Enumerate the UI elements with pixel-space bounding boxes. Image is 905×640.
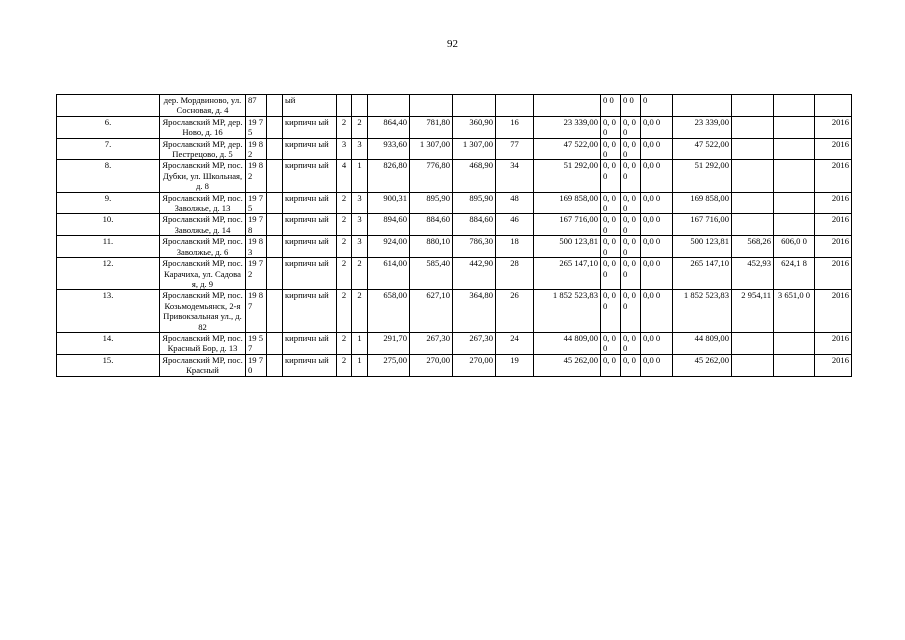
- fund-cost-cell: 23 339,00: [673, 116, 732, 138]
- fund-cost-cell: 265 147,10: [673, 258, 732, 290]
- zero-cell-1: 0, 0 0: [601, 192, 621, 214]
- residential-area-cell: [410, 95, 453, 117]
- unit-cost-cell: 568,26: [732, 236, 774, 258]
- private-area-cell: 786,30: [453, 236, 496, 258]
- max-cost-cell: [774, 95, 815, 117]
- fund-cost-cell: 47 522,00: [673, 138, 732, 160]
- table-row: [57, 290, 852, 333]
- max-cost-cell: 624,1 8: [774, 258, 815, 290]
- total-area-cell: 614,00: [368, 258, 410, 290]
- residential-area-cell: 1 307,00: [410, 138, 453, 160]
- address-cell: дер. Мордвиново, ул. Сосновая, д. 4: [160, 95, 246, 117]
- floors-cell: 2: [337, 258, 352, 290]
- year-built-cell: 19 87: [246, 290, 267, 333]
- year-built-cell: 19 70: [246, 354, 267, 376]
- wall-material-cell: кирпичн ый: [283, 192, 337, 214]
- private-area-cell: 895,90: [453, 192, 496, 214]
- fund-cost-cell: [673, 95, 732, 117]
- table-row: [57, 95, 852, 117]
- wall-material-cell: кирпичн ый: [283, 258, 337, 290]
- zero-cell-3: 0,0 0: [641, 214, 673, 236]
- wall-material-cell: кирпичн ый: [283, 116, 337, 138]
- plan-year-cell: 2016: [815, 192, 852, 214]
- zero-cell-2: 0 0: [621, 95, 641, 117]
- plan-year-cell: 2016: [815, 214, 852, 236]
- row-number: 7.: [57, 138, 160, 160]
- table-body: [57, 95, 852, 377]
- floors-cell: 3: [337, 138, 352, 160]
- residential-area-cell: 781,80: [410, 116, 453, 138]
- total-cost-cell: 45 262,00: [534, 354, 601, 376]
- page-number: 92: [447, 38, 458, 50]
- residents-cell: 19: [496, 354, 534, 376]
- blank-cell: [267, 354, 283, 376]
- wall-material-cell: ый: [283, 95, 337, 117]
- year-built-cell: 19 72: [246, 258, 267, 290]
- private-area-cell: 360,90: [453, 116, 496, 138]
- blank-cell: [267, 116, 283, 138]
- private-area-cell: 442,90: [453, 258, 496, 290]
- residents-cell: [496, 95, 534, 117]
- max-cost-cell: [774, 354, 815, 376]
- plan-year-cell: 2016: [815, 138, 852, 160]
- fund-cost-cell: 1 852 523,83: [673, 290, 732, 333]
- residents-cell: 48: [496, 192, 534, 214]
- blank-cell: [267, 160, 283, 192]
- private-area-cell: [453, 95, 496, 117]
- plan-year-cell: [815, 95, 852, 117]
- address-cell: Ярославский МР, пос. Карачиха, ул. Садовая, д. 9: [160, 258, 246, 290]
- zero-cell-2: 0, 0 0: [621, 160, 641, 192]
- fund-cost-cell: 51 292,00: [673, 160, 732, 192]
- private-area-cell: 270,00: [453, 354, 496, 376]
- zero-cell-1: 0, 0 0: [601, 160, 621, 192]
- blank-cell: [267, 290, 283, 333]
- table-row: [57, 116, 852, 138]
- floors-cell: 2: [337, 332, 352, 354]
- plan-year-cell: 2016: [815, 290, 852, 333]
- year-built-cell: 19 78: [246, 214, 267, 236]
- zero-cell-3: 0,0 0: [641, 236, 673, 258]
- max-cost-cell: 3 651,0 0: [774, 290, 815, 333]
- max-cost-cell: [774, 116, 815, 138]
- residents-cell: 34: [496, 160, 534, 192]
- table-row: [57, 236, 852, 258]
- zero-cell-2: 0, 0 0: [621, 332, 641, 354]
- unit-cost-cell: [732, 332, 774, 354]
- unit-cost-cell: [732, 160, 774, 192]
- entrances-cell: 3: [352, 192, 368, 214]
- blank-cell: [267, 332, 283, 354]
- address-cell: Ярославский МР, дер. Ново, д. 16: [160, 116, 246, 138]
- residential-area-cell: 880,10: [410, 236, 453, 258]
- total-cost-cell: 47 522,00: [534, 138, 601, 160]
- total-area-cell: 933,60: [368, 138, 410, 160]
- max-cost-cell: [774, 214, 815, 236]
- max-cost-cell: [774, 332, 815, 354]
- entrances-cell: 3: [352, 214, 368, 236]
- row-number: 15.: [57, 354, 160, 376]
- year-built-cell: 19 57: [246, 332, 267, 354]
- total-area-cell: 864,40: [368, 116, 410, 138]
- entrances-cell: 2: [352, 116, 368, 138]
- year-built-cell: 87: [246, 95, 267, 117]
- unit-cost-cell: [732, 138, 774, 160]
- zero-cell-2: 0, 0 0: [621, 258, 641, 290]
- fund-cost-cell: 167 716,00: [673, 214, 732, 236]
- residents-cell: 46: [496, 214, 534, 236]
- year-built-cell: 19 82: [246, 160, 267, 192]
- floors-cell: 2: [337, 236, 352, 258]
- unit-cost-cell: [732, 192, 774, 214]
- blank-cell: [267, 95, 283, 117]
- plan-year-cell: 2016: [815, 332, 852, 354]
- table-row: [57, 138, 852, 160]
- entrances-cell: [352, 95, 368, 117]
- zero-cell-1: 0, 0 0: [601, 290, 621, 333]
- residents-cell: 16: [496, 116, 534, 138]
- unit-cost-cell: [732, 354, 774, 376]
- row-number: 12.: [57, 258, 160, 290]
- residents-cell: 26: [496, 290, 534, 333]
- residents-cell: 18: [496, 236, 534, 258]
- residential-area-cell: 776,80: [410, 160, 453, 192]
- table-row: [57, 258, 852, 290]
- row-number: 8.: [57, 160, 160, 192]
- residents-cell: 77: [496, 138, 534, 160]
- zero-cell-1: 0, 0 0: [601, 332, 621, 354]
- max-cost-cell: 606,0 0: [774, 236, 815, 258]
- row-number: 9.: [57, 192, 160, 214]
- zero-cell-1: 0, 0 0: [601, 236, 621, 258]
- residential-area-cell: 270,00: [410, 354, 453, 376]
- residential-area-cell: 585,40: [410, 258, 453, 290]
- blank-cell: [267, 192, 283, 214]
- row-number: 14.: [57, 332, 160, 354]
- zero-cell-1: 0, 0 0: [601, 214, 621, 236]
- floors-cell: 2: [337, 214, 352, 236]
- row-number: 10.: [57, 214, 160, 236]
- wall-material-cell: кирпичн ый: [283, 290, 337, 333]
- total-area-cell: 275,00: [368, 354, 410, 376]
- wall-material-cell: кирпичн ый: [283, 236, 337, 258]
- plan-year-cell: 2016: [815, 116, 852, 138]
- zero-cell-3: 0: [641, 95, 673, 117]
- floors-cell: 4: [337, 160, 352, 192]
- zero-cell-3: 0,0 0: [641, 116, 673, 138]
- total-area-cell: 291,70: [368, 332, 410, 354]
- address-cell: Ярославский МР, пос. Заволжье, д. 6: [160, 236, 246, 258]
- row-number: [57, 95, 160, 117]
- zero-cell-3: 0,0 0: [641, 332, 673, 354]
- table-row: [57, 214, 852, 236]
- entrances-cell: 1: [352, 332, 368, 354]
- table-row: [57, 192, 852, 214]
- zero-cell-2: 0, 0 0: [621, 290, 641, 333]
- total-area-cell: 924,00: [368, 236, 410, 258]
- entrances-cell: 2: [352, 258, 368, 290]
- total-cost-cell: 1 852 523,83: [534, 290, 601, 333]
- table-row: [57, 354, 852, 376]
- row-number: 13.: [57, 290, 160, 333]
- private-area-cell: 267,30: [453, 332, 496, 354]
- total-area-cell: 900,31: [368, 192, 410, 214]
- plan-year-cell: 2016: [815, 160, 852, 192]
- max-cost-cell: [774, 192, 815, 214]
- total-cost-cell: 51 292,00: [534, 160, 601, 192]
- total-cost-cell: 23 339,00: [534, 116, 601, 138]
- zero-cell-2: 0, 0 0: [621, 192, 641, 214]
- zero-cell-3: 0,0 0: [641, 354, 673, 376]
- address-cell: Ярославский МР, пос. Козьмодемьянск, 2-я Привокзальная ул., д. 82: [160, 290, 246, 333]
- plan-year-cell: 2016: [815, 236, 852, 258]
- unit-cost-cell: 452,93: [732, 258, 774, 290]
- total-cost-cell: 500 123,81: [534, 236, 601, 258]
- zero-cell-3: 0,0 0: [641, 160, 673, 192]
- entrances-cell: 1: [352, 354, 368, 376]
- year-built-cell: 19 83: [246, 236, 267, 258]
- entrances-cell: 2: [352, 290, 368, 333]
- total-area-cell: 826,80: [368, 160, 410, 192]
- total-area-cell: 658,00: [368, 290, 410, 333]
- year-built-cell: 19 75: [246, 116, 267, 138]
- private-area-cell: 1 307,00: [453, 138, 496, 160]
- blank-cell: [267, 258, 283, 290]
- entrances-cell: 1: [352, 160, 368, 192]
- zero-cell-3: 0,0 0: [641, 290, 673, 333]
- zero-cell-2: 0, 0: [621, 354, 641, 376]
- residential-area-cell: 627,10: [410, 290, 453, 333]
- zero-cell-2: 0, 0 0: [621, 236, 641, 258]
- wall-material-cell: кирпичн ый: [283, 160, 337, 192]
- max-cost-cell: [774, 138, 815, 160]
- total-cost-cell: 265 147,10: [534, 258, 601, 290]
- wall-material-cell: кирпичн ый: [283, 332, 337, 354]
- fund-cost-cell: 169 858,00: [673, 192, 732, 214]
- zero-cell-3: 0,0 0: [641, 138, 673, 160]
- total-cost-cell: 167 716,00: [534, 214, 601, 236]
- unit-cost-cell: [732, 214, 774, 236]
- floors-cell: [337, 95, 352, 117]
- plan-year-cell: 2016: [815, 354, 852, 376]
- zero-cell-1: 0, 0 0: [601, 258, 621, 290]
- address-cell: Ярославский МР, пос. Красный Бор, д. 13: [160, 332, 246, 354]
- fund-cost-cell: 45 262,00: [673, 354, 732, 376]
- floors-cell: 2: [337, 354, 352, 376]
- address-cell: Ярославский МР, пос. Заволжье, д. 14: [160, 214, 246, 236]
- max-cost-cell: [774, 160, 815, 192]
- row-number: 6.: [57, 116, 160, 138]
- zero-cell-1: 0, 0 0: [601, 138, 621, 160]
- unit-cost-cell: 2 954,11: [732, 290, 774, 333]
- year-built-cell: 19 82: [246, 138, 267, 160]
- wall-material-cell: кирпичн ый: [283, 138, 337, 160]
- address-cell: Ярославский МР, пос. Красный: [160, 354, 246, 376]
- blank-cell: [267, 138, 283, 160]
- residential-area-cell: 895,90: [410, 192, 453, 214]
- blank-cell: [267, 214, 283, 236]
- table-row: [57, 332, 852, 354]
- zero-cell-2: 0, 0 0: [621, 214, 641, 236]
- year-built-cell: 19 75: [246, 192, 267, 214]
- total-cost-cell: [534, 95, 601, 117]
- zero-cell-3: 0,0 0: [641, 258, 673, 290]
- entrances-cell: 3: [352, 138, 368, 160]
- zero-cell-1: 0 0: [601, 95, 621, 117]
- blank-cell: [267, 236, 283, 258]
- wall-material-cell: кирпичн ый: [283, 214, 337, 236]
- row-number: 11.: [57, 236, 160, 258]
- floors-cell: 2: [337, 192, 352, 214]
- floors-cell: 2: [337, 116, 352, 138]
- fund-cost-cell: 500 123,81: [673, 236, 732, 258]
- private-area-cell: 468,90: [453, 160, 496, 192]
- zero-cell-2: 0, 0 0: [621, 116, 641, 138]
- residents-cell: 24: [496, 332, 534, 354]
- private-area-cell: 364,80: [453, 290, 496, 333]
- total-cost-cell: 169 858,00: [534, 192, 601, 214]
- private-area-cell: 884,60: [453, 214, 496, 236]
- total-area-cell: 894,60: [368, 214, 410, 236]
- floors-cell: 2: [337, 290, 352, 333]
- total-area-cell: [368, 95, 410, 117]
- housing-registry-table: [56, 94, 852, 377]
- residential-area-cell: 884,60: [410, 214, 453, 236]
- zero-cell-3: 0,0 0: [641, 192, 673, 214]
- address-cell: Ярославский МР, пос. Заволжье, д. 13: [160, 192, 246, 214]
- unit-cost-cell: [732, 95, 774, 117]
- zero-cell-2: 0, 0 0: [621, 138, 641, 160]
- unit-cost-cell: [732, 116, 774, 138]
- plan-year-cell: 2016: [815, 258, 852, 290]
- total-cost-cell: 44 809,00: [534, 332, 601, 354]
- wall-material-cell: кирпичн ый: [283, 354, 337, 376]
- residents-cell: 28: [496, 258, 534, 290]
- address-cell: Ярославский МР, пос. Дубки, ул. Школьная, д. 8: [160, 160, 246, 192]
- table-row: [57, 160, 852, 192]
- zero-cell-1: 0, 0: [601, 354, 621, 376]
- address-cell: Ярославский МР, дер. Пестрецово, д. 5: [160, 138, 246, 160]
- fund-cost-cell: 44 809,00: [673, 332, 732, 354]
- entrances-cell: 3: [352, 236, 368, 258]
- residential-area-cell: 267,30: [410, 332, 453, 354]
- zero-cell-1: 0, 0 0: [601, 116, 621, 138]
